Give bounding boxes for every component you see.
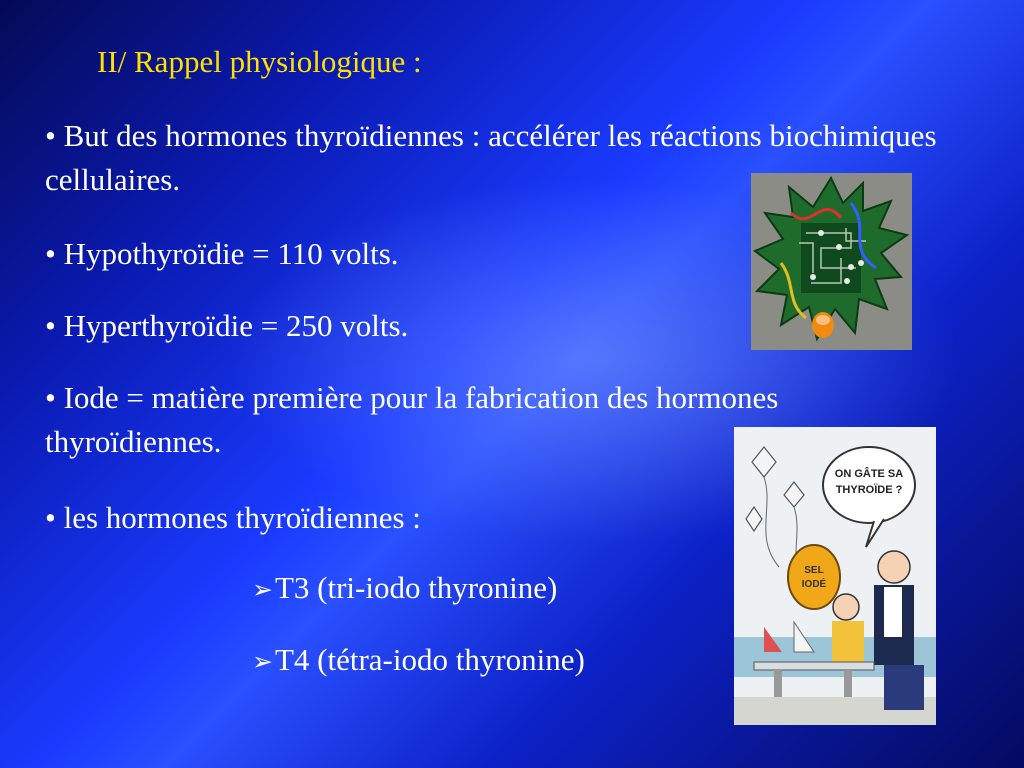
svg-text:THYROÏDE ?: THYROÏDE ?: [835, 484, 903, 496]
bullet-hyperthyroidism: • Hyperthyroïdie = 250 volts.: [45, 308, 409, 343]
bullet-hypothyroidism: • Hypothyroïdie = 110 volts.: [45, 236, 399, 271]
svg-text:IODÉ: IODÉ: [801, 579, 827, 590]
subitem-t4-label: T4 (tétra-iodo thyronine): [274, 642, 585, 677]
bullet-hormones-list: • les hormones thyroïdiennes :: [45, 500, 421, 535]
subitem-t3: [252, 566, 557, 613]
bullet-hormone-purpose: • But des hormones thyroïdiennes : accélérer les réactions biochimiques cellulaires.: [45, 118, 937, 197]
subitem-t3-label: T3 (tri-iodo thyronine): [274, 570, 558, 605]
svg-text:ON GÂTE SA: ON GÂTE SA: [834, 468, 904, 480]
bullet-iodine: • Iode = matière première pour la fabrication des hormones thyroïdiennes.: [45, 380, 779, 459]
slide-title: II/ Rappel physiologique :: [97, 44, 422, 79]
cartoon-iodized-salt-illustration: [734, 427, 936, 725]
arrow-bullet-icon: ➢: [252, 577, 273, 604]
subitem-t4: [252, 638, 585, 685]
arrow-bullet-icon: ➢: [252, 649, 273, 676]
circuit-board-starburst-illustration: [751, 173, 912, 350]
svg-text:SEL: SEL: [804, 565, 824, 576]
